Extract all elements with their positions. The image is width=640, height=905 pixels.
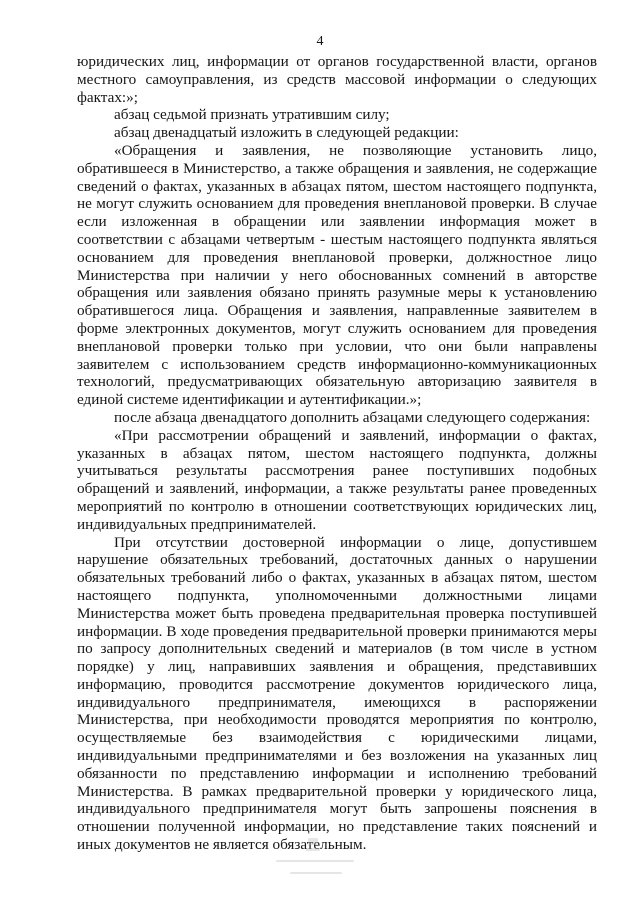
paragraph-5: после абзаца двенадцатого дополнить абзацами следующего содержания:	[114, 408, 591, 426]
paragraph-3: абзац двенадцатый изложить в следующей редакции:	[114, 124, 459, 142]
page-number: 4	[316, 34, 324, 49]
paragraph-2: абзац седьмой признать утратившим силу;	[114, 106, 390, 124]
paragraph-4: «Обращения и заявления, не позволяющие установить лицо, обратившееся в Министерство, а также обращения и заявления, не содержащие сведений о фактах, указанных в абзацах пятом, шестом настоящего подпункта, не могут служить основанием для проведения внеплановой проверки. В случае если изложенная в обращении или заявлении информация может в соответствии с абзацами четвертым - шестым настоящего подпункта являться основанием для проведения внеплановой проверки, должностное лицо Министерства при наличии у него обоснованных сомнений в авторстве обращения или заявления обязано принять разумные меры к установлению обратившегося лица. Обращения и заявления, направленные заявителем в форме электронных документов, могут служить основанием для проведения внеплановой проверки только при условии, что они были направлены заявителем с использованием средств информационно-коммуникационных технологий, предусматривающих обязательную авторизацию заявителя в единой системе идентификации и аутентификации.»;	[77, 141, 597, 409]
faint-stamp-mark	[270, 838, 360, 888]
paragraph-6: «При рассмотрении обращений и заявлений, информации о фактах, указанных в абзацах пятом, шестом настоящего подпункта, должны учитываться результаты рассмотрения ранее поступивших подобных обращений и заявлений, информации, а также результаты ранее проведенных мероприятий по контролю в отношении соответствующих юридических лиц, индивидуальных предпринимателей.	[77, 426, 597, 533]
document-body	[77, 53, 597, 854]
paragraph-7: При отсутствии достоверной информации о лице, допустившем нарушение обязательных требований, достаточных данных о нарушении обязательных требований либо о фактах, указанных в абзацах пятом, шестом настоящего подпункта, уполномоченными должностными лицами Министерства может быть проведена предварительная проверка поступившей информации. В ходе проведения предварительной проверки принимаются меры по запросу дополнительных сведений и материалов (в том числе в устном порядке) у лиц, направивших заявления и обращения, представивших информацию, проводится рассмотрение документов юридического лица, индивидуального предпринимателя, имеющихся в распоряжении Министерства, при необходимости проводятся мероприятия по контролю, осуществляемые без взаимодействия с юридическими лицами, индивидуальными предпринимателями и без возложения на указанных лиц обязанности по представлению информации и исполнению требований Министерства. В рамках предварительной проверки у юридического лица, индивидуального предпринимателя могут быть запрошены пояснения в отношении полученной информации, но представление таких пояснений и иных документов не является обязательным.	[77, 533, 597, 854]
paragraph-1: юридических лиц, информации от органов государственной власти, органов местного самоуправления, из средств массовой информации о следующих фактах:»;	[77, 53, 597, 106]
